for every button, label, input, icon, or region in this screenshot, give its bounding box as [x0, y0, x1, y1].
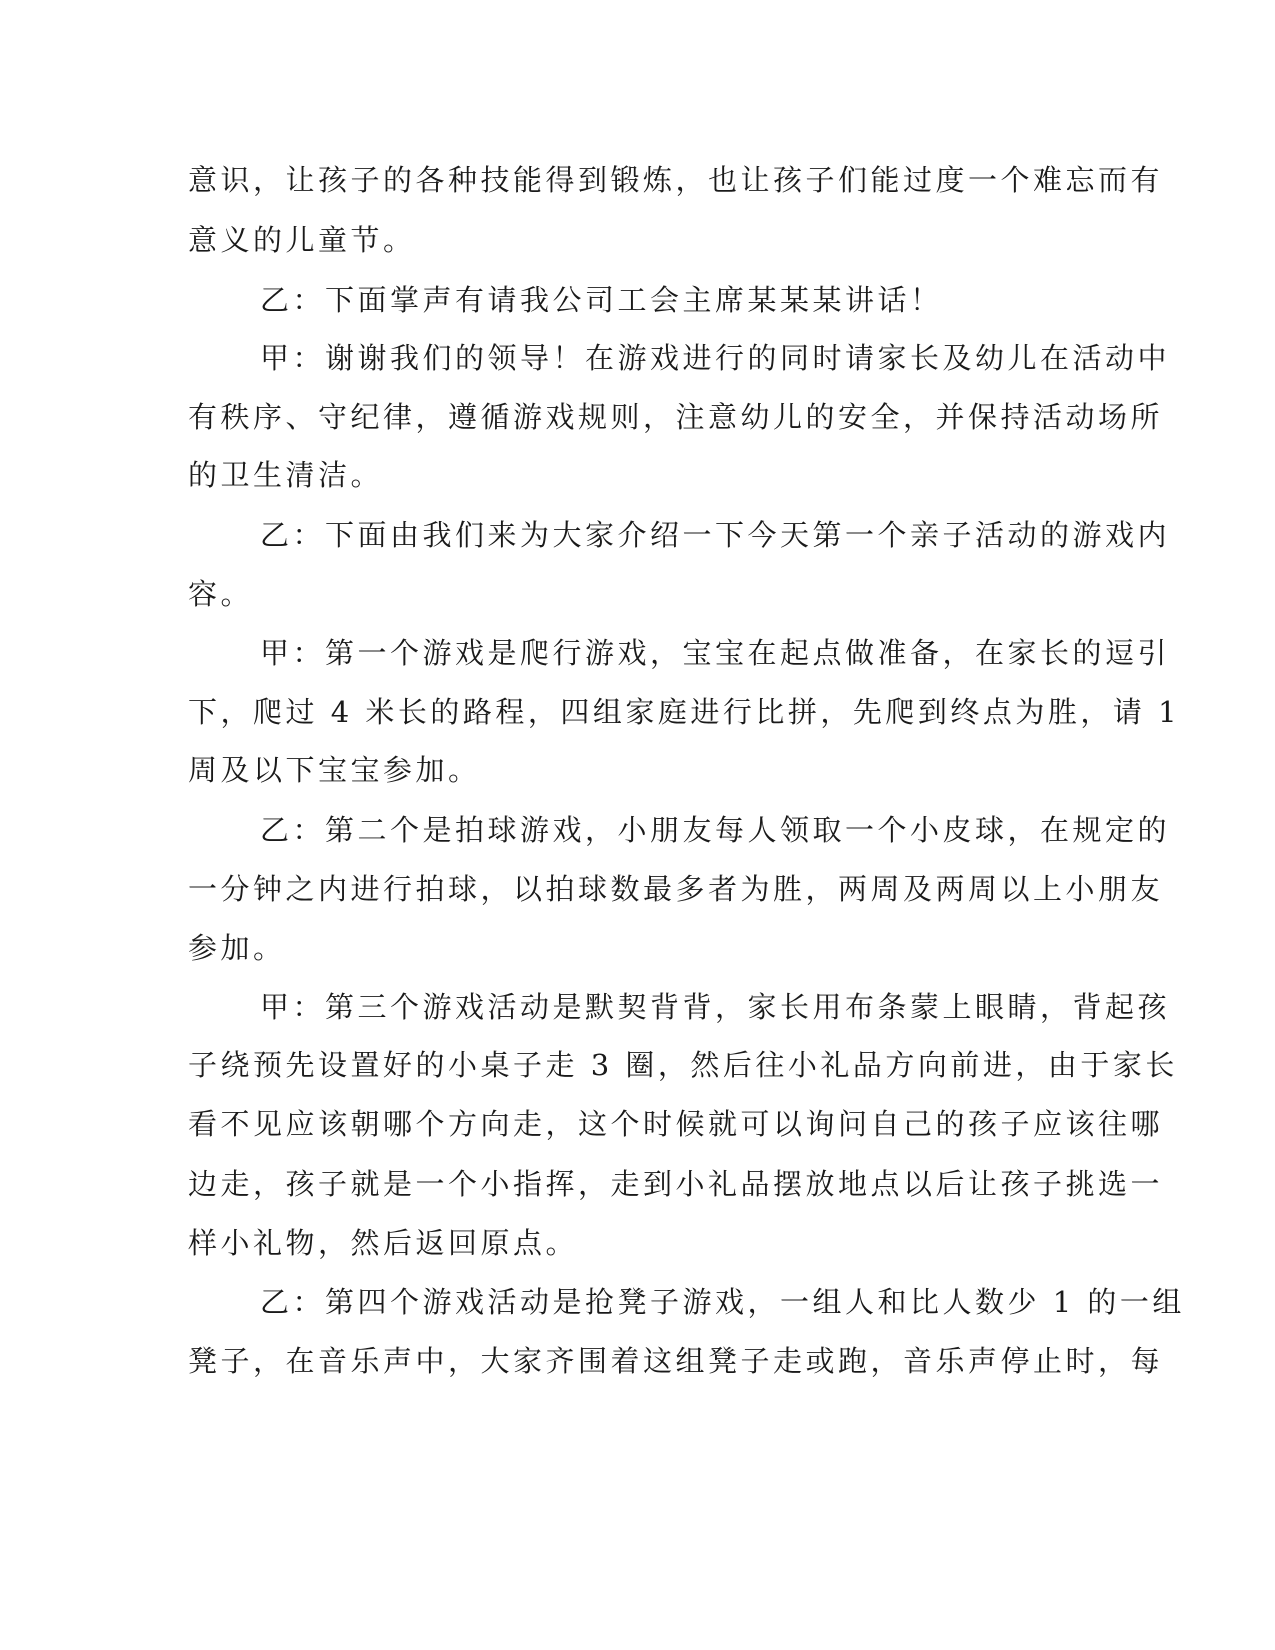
text-line: 一分钟之内进行拍球，以拍球数最多者为胜，两周及两周以上小朋友 [188, 872, 1164, 906]
text-line: 的卫生清洁。 [188, 458, 384, 492]
text-line: 看不见应该朝哪个方向走，这个时候就可以询问自己的孩子应该往哪 [188, 1107, 1164, 1141]
text-line: 参加。 [188, 931, 286, 965]
text-line: 样小礼物，然后返回原点。 [188, 1226, 579, 1260]
paragraph-start-line: 乙：第二个是拍球游戏，小朋友每人领取一个小皮球，在规定的 [260, 813, 1171, 847]
text-line: 容。 [188, 577, 254, 611]
paragraph-start-line: 乙：下面掌声有请我公司工会主席某某某讲话！ [260, 283, 943, 317]
text-line: 周及以下宝宝参加。 [188, 753, 481, 787]
paragraph-start-line: 甲：谢谢我们的领导！在游戏进行的同时请家长及幼儿在活动中 [260, 341, 1171, 375]
paragraph-start-line: 甲：第三个游戏活动是默契背背，家长用布条蒙上眼睛，背起孩 [260, 990, 1171, 1024]
paragraph-start-line: 甲：第一个游戏是爬行游戏，宝宝在起点做准备，在家长的逗引 [260, 636, 1171, 670]
text-line: 下，爬过 4 米长的路程，四组家庭进行比拼，先爬到终点为胜，请 1 [188, 695, 1181, 729]
text-line: 凳子，在音乐声中，大家齐围着这组凳子走或跑，音乐声停止时，每 [188, 1344, 1164, 1378]
text-line: 子绕预先设置好的小桌子走 3 圈，然后往小礼品方向前进，由于家长 [188, 1048, 1178, 1082]
text-line: 边走，孩子就是一个小指挥，走到小礼品摆放地点以后让孩子挑选一 [188, 1167, 1164, 1201]
text-line: 意识，让孩子的各种技能得到锻炼，也让孩子们能过度一个难忘而有 [188, 163, 1164, 197]
text-line: 有秩序、守纪律，遵循游戏规则，注意幼儿的安全，并保持活动场所 [188, 400, 1164, 434]
paragraph-start-line: 乙：下面由我们来为大家介绍一下今天第一个亲子活动的游戏内 [260, 518, 1171, 552]
paragraph-start-line: 乙：第四个游戏活动是抢凳子游戏，一组人和比人数少 1 的一组 [260, 1285, 1185, 1319]
text-line: 意义的儿童节。 [188, 223, 416, 257]
